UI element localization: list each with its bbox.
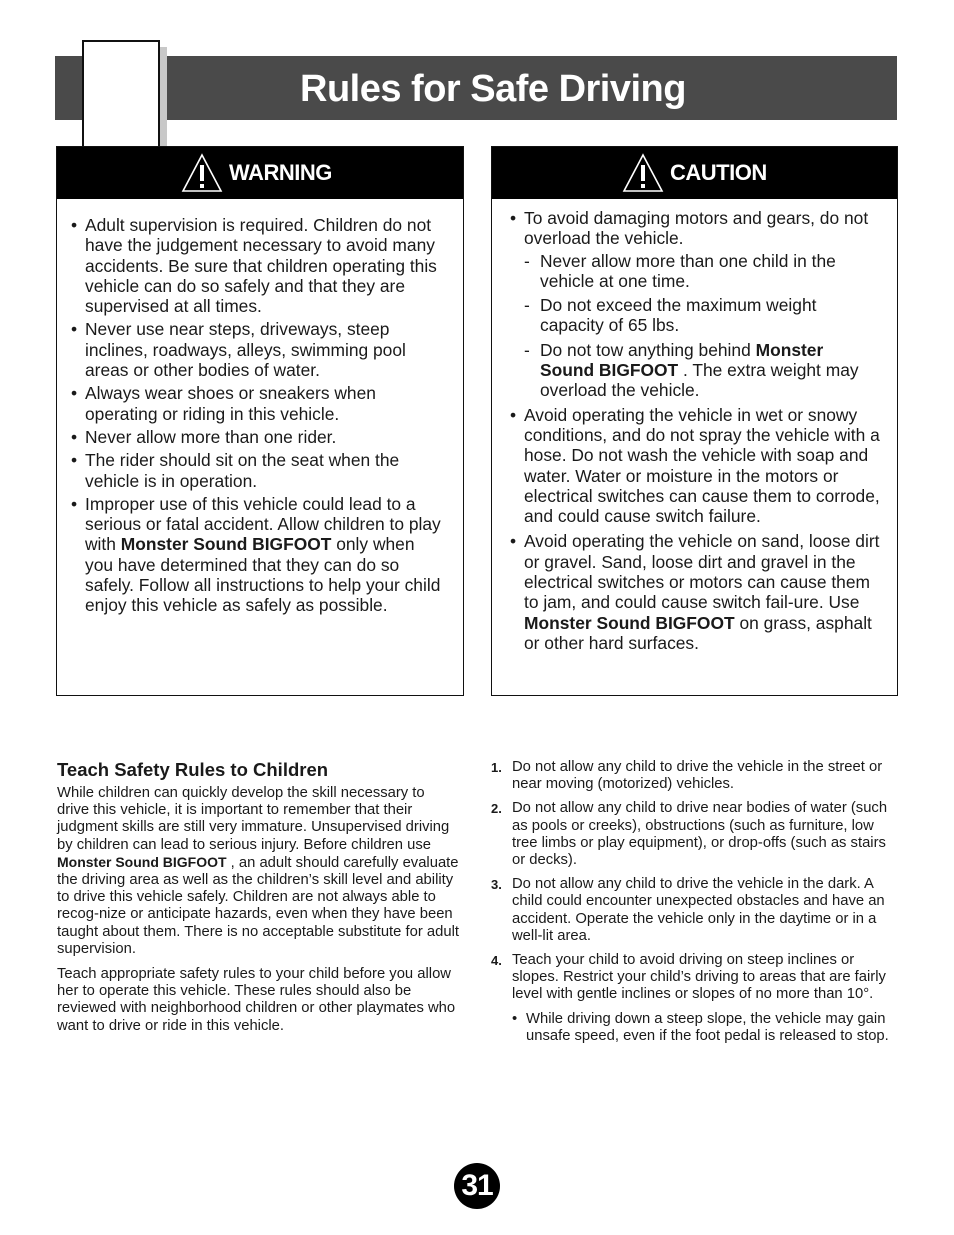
caution-sublist (524, 251, 882, 401)
brand-name: Monster Sound BIGFOOT (540, 339, 824, 381)
warning-list (71, 215, 441, 616)
paragraph: Teach appropriate safety rules to your child before you allow her to operate this vehicle. These rules should also be reviewed with neighborhood children or other playmates who want to drive or ride in this vehicle. (57, 966, 456, 1034)
text: . The extra weight may overload the vehicle. (540, 360, 859, 401)
section-heading: Teach Safety Rules to Children (57, 759, 329, 780)
item-number: 1. (491, 760, 502, 775)
brand-name: Monster Sound BIGFOOT (120, 534, 332, 555)
caution-header (492, 147, 897, 199)
text: , an adult should carefully evaluate the driving area as well as the children’s skill level and ability to drive this vehicle safely. Children are not always able to recog-nize or anticipate hazards, even when they have been taught about them. There is no acceptable substitute for adult supervision. (57, 854, 459, 957)
teach-body (57, 785, 459, 1043)
rule4-sublist (491, 1011, 891, 1045)
text: Improper use of this vehicle could lead to a serious or fatal accident. Allow children to play with (85, 493, 441, 555)
list-item (491, 952, 891, 1004)
warning-box (56, 146, 464, 696)
rules-list-container (491, 759, 891, 1045)
text: on grass, asphalt or other hard surfaces. (524, 612, 872, 653)
paragraph (57, 785, 459, 958)
list-item: • The rider should sit on the seat when the vehicle is in operation. (71, 450, 441, 491)
warning-label: WARNING (229, 160, 332, 185)
list-item: • Never use near steps, driveways, steep inclines, roadways, alleys, swimming pool areas or other bodies of water. (71, 319, 441, 380)
text: To avoid damaging motors and gears, do not overload the vehicle. (524, 208, 869, 249)
brand-name: Monster Sound BIGFOOT (57, 853, 227, 870)
text: Avoid operating the vehicle on sand, loose dirt or gravel. Sand, loose dirt and gravel in the electrical switches or motors can cause them to jam, and could cause switch fail-ure. Use (524, 531, 880, 613)
list-item: • While driving down a steep slope, the vehicle may gain unsafe speed, even if the foot pedal is released to stop. (491, 1011, 891, 1045)
warning-triangle-icon (181, 153, 223, 193)
list-item: • Avoid operating the vehicle in wet or snowy conditions, and do not spray the vehicle with a hose. Do not wash the vehicle with soap and water. Water or moisture in the motors or electrical switches can cause them to corrode, and could cause switch failure. (510, 405, 882, 527)
list-item (524, 340, 882, 401)
item-number: 4. (491, 953, 502, 969)
page-number: 31 (454, 1163, 500, 1209)
page-title: Rules for Safe Driving (300, 68, 686, 110)
text: Do not allow any child to drive the vehicle in the dark. A child could encounter unexpected obstacles and have an accident. Operate the vehicle only in the daytime or in a well-lit area. (512, 876, 885, 944)
list-item: • Adult supervision is required. Children do not have the judgement necessary to avoid many accidents. Be sure that children operating this vehicle can do so safely and that they are supervised at all times. (71, 215, 441, 316)
text: only when you have determined that they can do so safely. Follow all instructions to help your child enjoy this vehicle as safely as possible. (85, 534, 441, 616)
list-item: • Always wear shoes or sneakers when operating or riding in this vehicle. (71, 383, 441, 424)
list-item (510, 531, 882, 653)
list-item (491, 759, 891, 793)
item-number: 3. (491, 877, 502, 893)
list-item: • Never allow more than one rider. (71, 427, 441, 447)
rules-list (491, 759, 891, 1004)
text: Teach your child to avoid driving on steep inclines or slopes. Restrict your child’s driving to areas that are fairly level with gentle inclines or slopes of no more than 10°. (512, 952, 886, 1003)
text: Do not tow anything behind (540, 339, 756, 360)
text: Do not allow any child to drive the vehicle in the street or near moving (motorized) vehicles. (512, 759, 883, 793)
list-item (71, 494, 441, 616)
brand-name: Monster Sound BIGFOOT (524, 612, 735, 633)
list-item: - Never allow more than one child in the vehicle at one time. (524, 251, 882, 292)
section-tab-box (82, 40, 160, 150)
warning-triangle-icon (622, 153, 664, 193)
caution-list (510, 208, 882, 653)
text: Do not allow any child to drive near bodies of water (such as pools or creeks), obstructions (such as furniture, low tree limbs or play equipment), or drop-offs (such as stairs or decks). (512, 800, 888, 869)
caution-box (491, 146, 898, 696)
list-item (491, 800, 891, 869)
item-number: 2. (491, 801, 502, 817)
caution-label: CAUTION (670, 160, 767, 185)
warning-header (57, 147, 463, 199)
list-item (510, 208, 882, 401)
text: While children can quickly develop the skill necessary to drive this vehicle, it is important to remember that their judgment skills are still very immature. Unsupervised driving by children can lead to serious injury. Before children use (57, 785, 450, 853)
list-item: - Do not exceed the maximum weight capacity of 65 lbs. (524, 295, 882, 336)
list-item (491, 876, 891, 945)
